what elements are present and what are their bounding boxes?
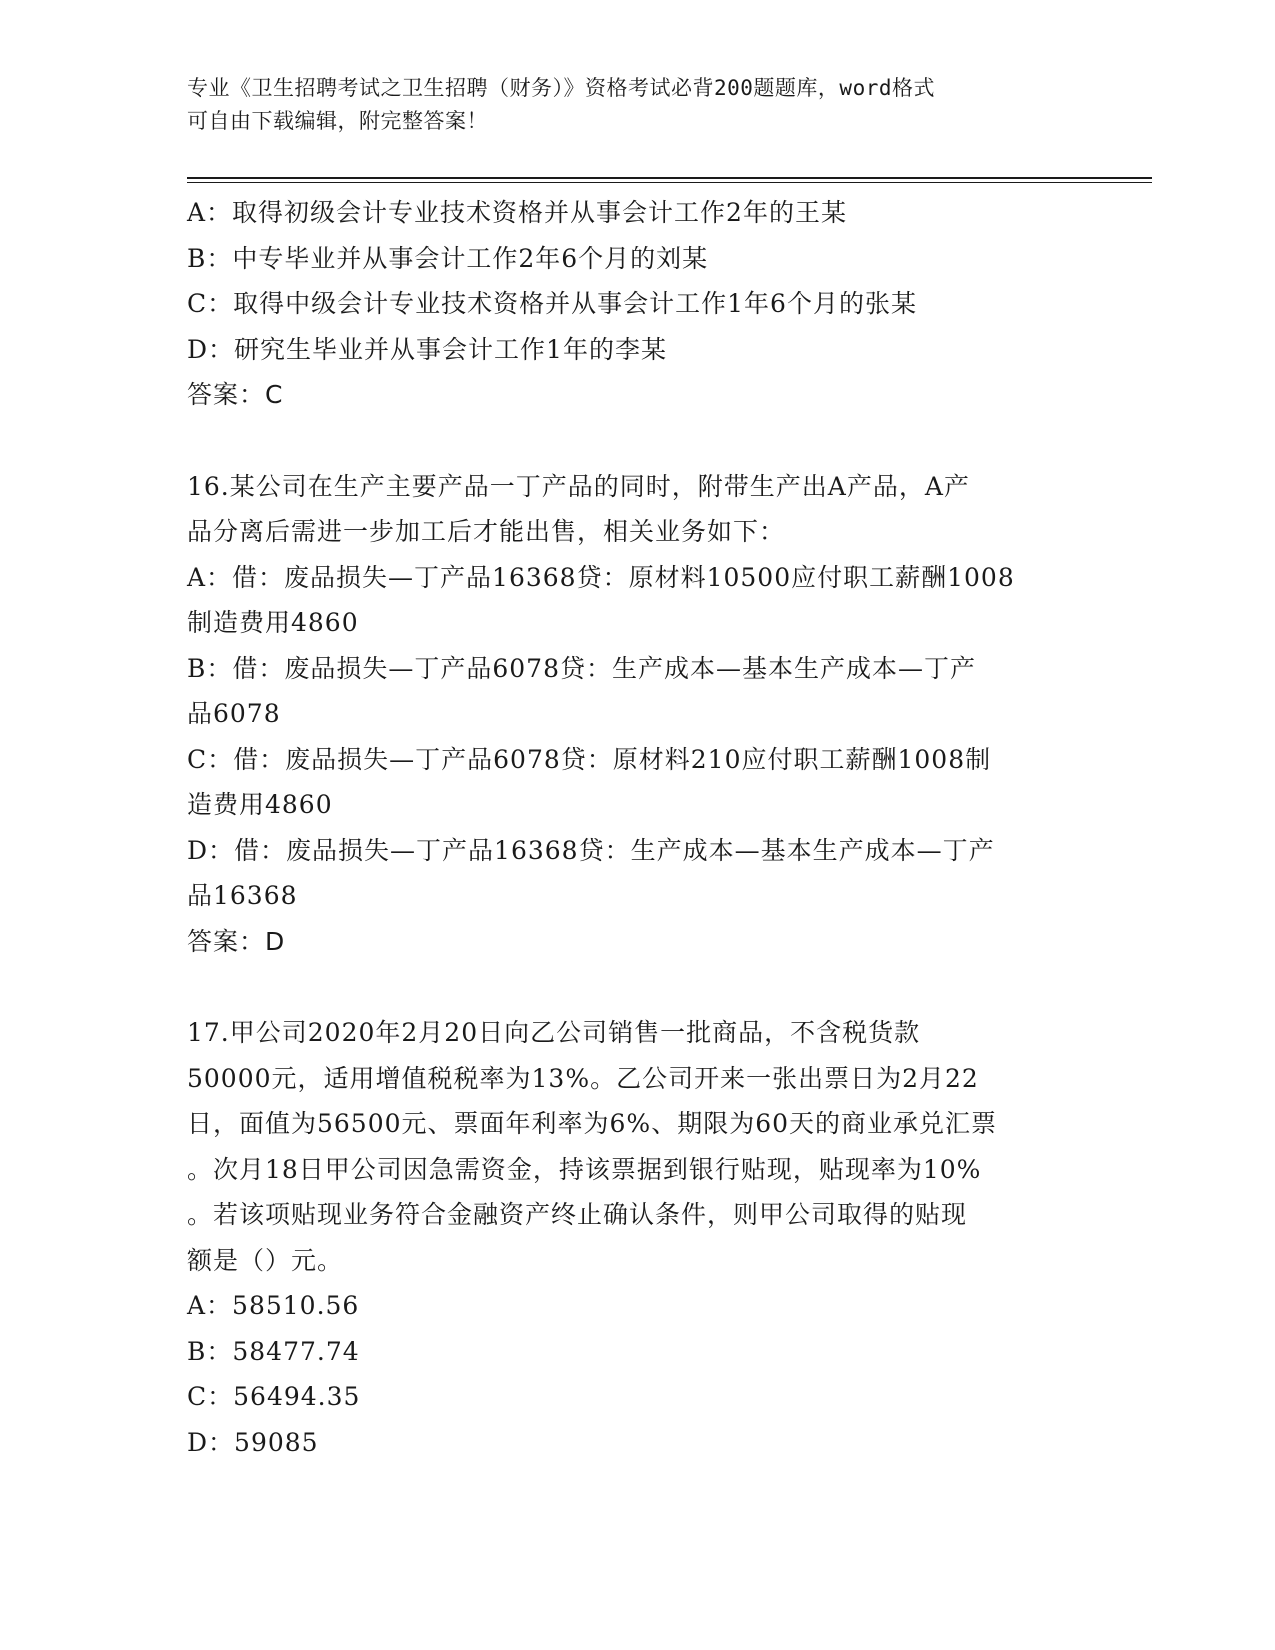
answer: 答案：D — [187, 926, 286, 956]
option-a: A：取得初级会计专业技术资格并从事会计工作2年的王某 — [187, 198, 847, 227]
question-stem: 品分离后需进一步加工后才能出售，相关业务如下： — [187, 517, 786, 546]
header-divider-thick — [187, 177, 1152, 179]
answer: 答案：C — [187, 380, 284, 409]
spacer — [187, 964, 1087, 1010]
option-d: D：59085 — [187, 1427, 319, 1457]
header-line-2: 可自由下载编辑，附完整答案！ — [187, 109, 488, 133]
option-d: D：借：废品损失—丁产品16368贷：生产成本—基本生产成本—丁产 — [187, 835, 995, 865]
option-b: B：58477.74 — [187, 1336, 360, 1366]
document-header — [187, 72, 1067, 138]
question-stem: 。次月18日甲公司因急需资金，持该票据到银行贴现，贴现率为10% — [187, 1154, 982, 1184]
option-a: A：58510.56 — [187, 1291, 360, 1320]
option-c: C：借：废品损失—丁产品6078贷：原材料210应付职工薪酬1008制 — [187, 744, 992, 774]
question-stem: 额是（）元。 — [187, 1245, 344, 1275]
question-17 — [187, 1010, 1087, 1465]
option-c-continued: 造费用4860 — [187, 790, 333, 819]
question-16 — [187, 464, 1087, 965]
question-stem: 50000元，适用增值税税率为13%。乙公司开来一张出票日为2月22 — [187, 1063, 979, 1093]
header-divider-thin — [187, 182, 1152, 183]
spacer — [187, 418, 1087, 464]
option-a-continued: 制造费用4860 — [187, 608, 359, 637]
option-d: D：研究生毕业并从事会计工作1年的李某 — [187, 334, 667, 364]
option-b: B：中专毕业并从事会计工作2年6个月的刘某 — [187, 243, 709, 273]
option-c: C：取得中级会计专业技术资格并从事会计工作1年6个月的张某 — [187, 289, 917, 318]
question-stem: 日，面值为56500元、票面年利率为6%、期限为60天的商业承兑汇票 — [187, 1109, 998, 1138]
document-body — [187, 190, 1087, 1465]
option-b-continued: 品6078 — [187, 699, 281, 728]
question-15 — [187, 190, 1087, 418]
option-b: B：借：废品损失—丁产品6078贷：生产成本—基本生产成本—丁产 — [187, 653, 976, 683]
question-stem: 17.甲公司2020年2月20日向乙公司销售一批商品，不含税货款 — [187, 1018, 921, 1047]
option-d-continued: 品16368 — [187, 881, 298, 910]
option-c: C：56494.35 — [187, 1382, 361, 1411]
question-stem: 。若该项贴现业务符合金融资产终止确认条件，则甲公司取得的贴现 — [187, 1200, 968, 1229]
question-stem: 16.某公司在生产主要产品一丁产品的同时，附带生产出A产品，A产 — [187, 471, 970, 501]
option-a: A：借：废品损失—丁产品16368贷：原材料10500应付职工薪酬1008 — [187, 562, 1015, 592]
header-line-1: 专业《卫生招聘考试之卫生招聘（财务）》资格考试必背200题题库，word格式 — [187, 76, 935, 100]
